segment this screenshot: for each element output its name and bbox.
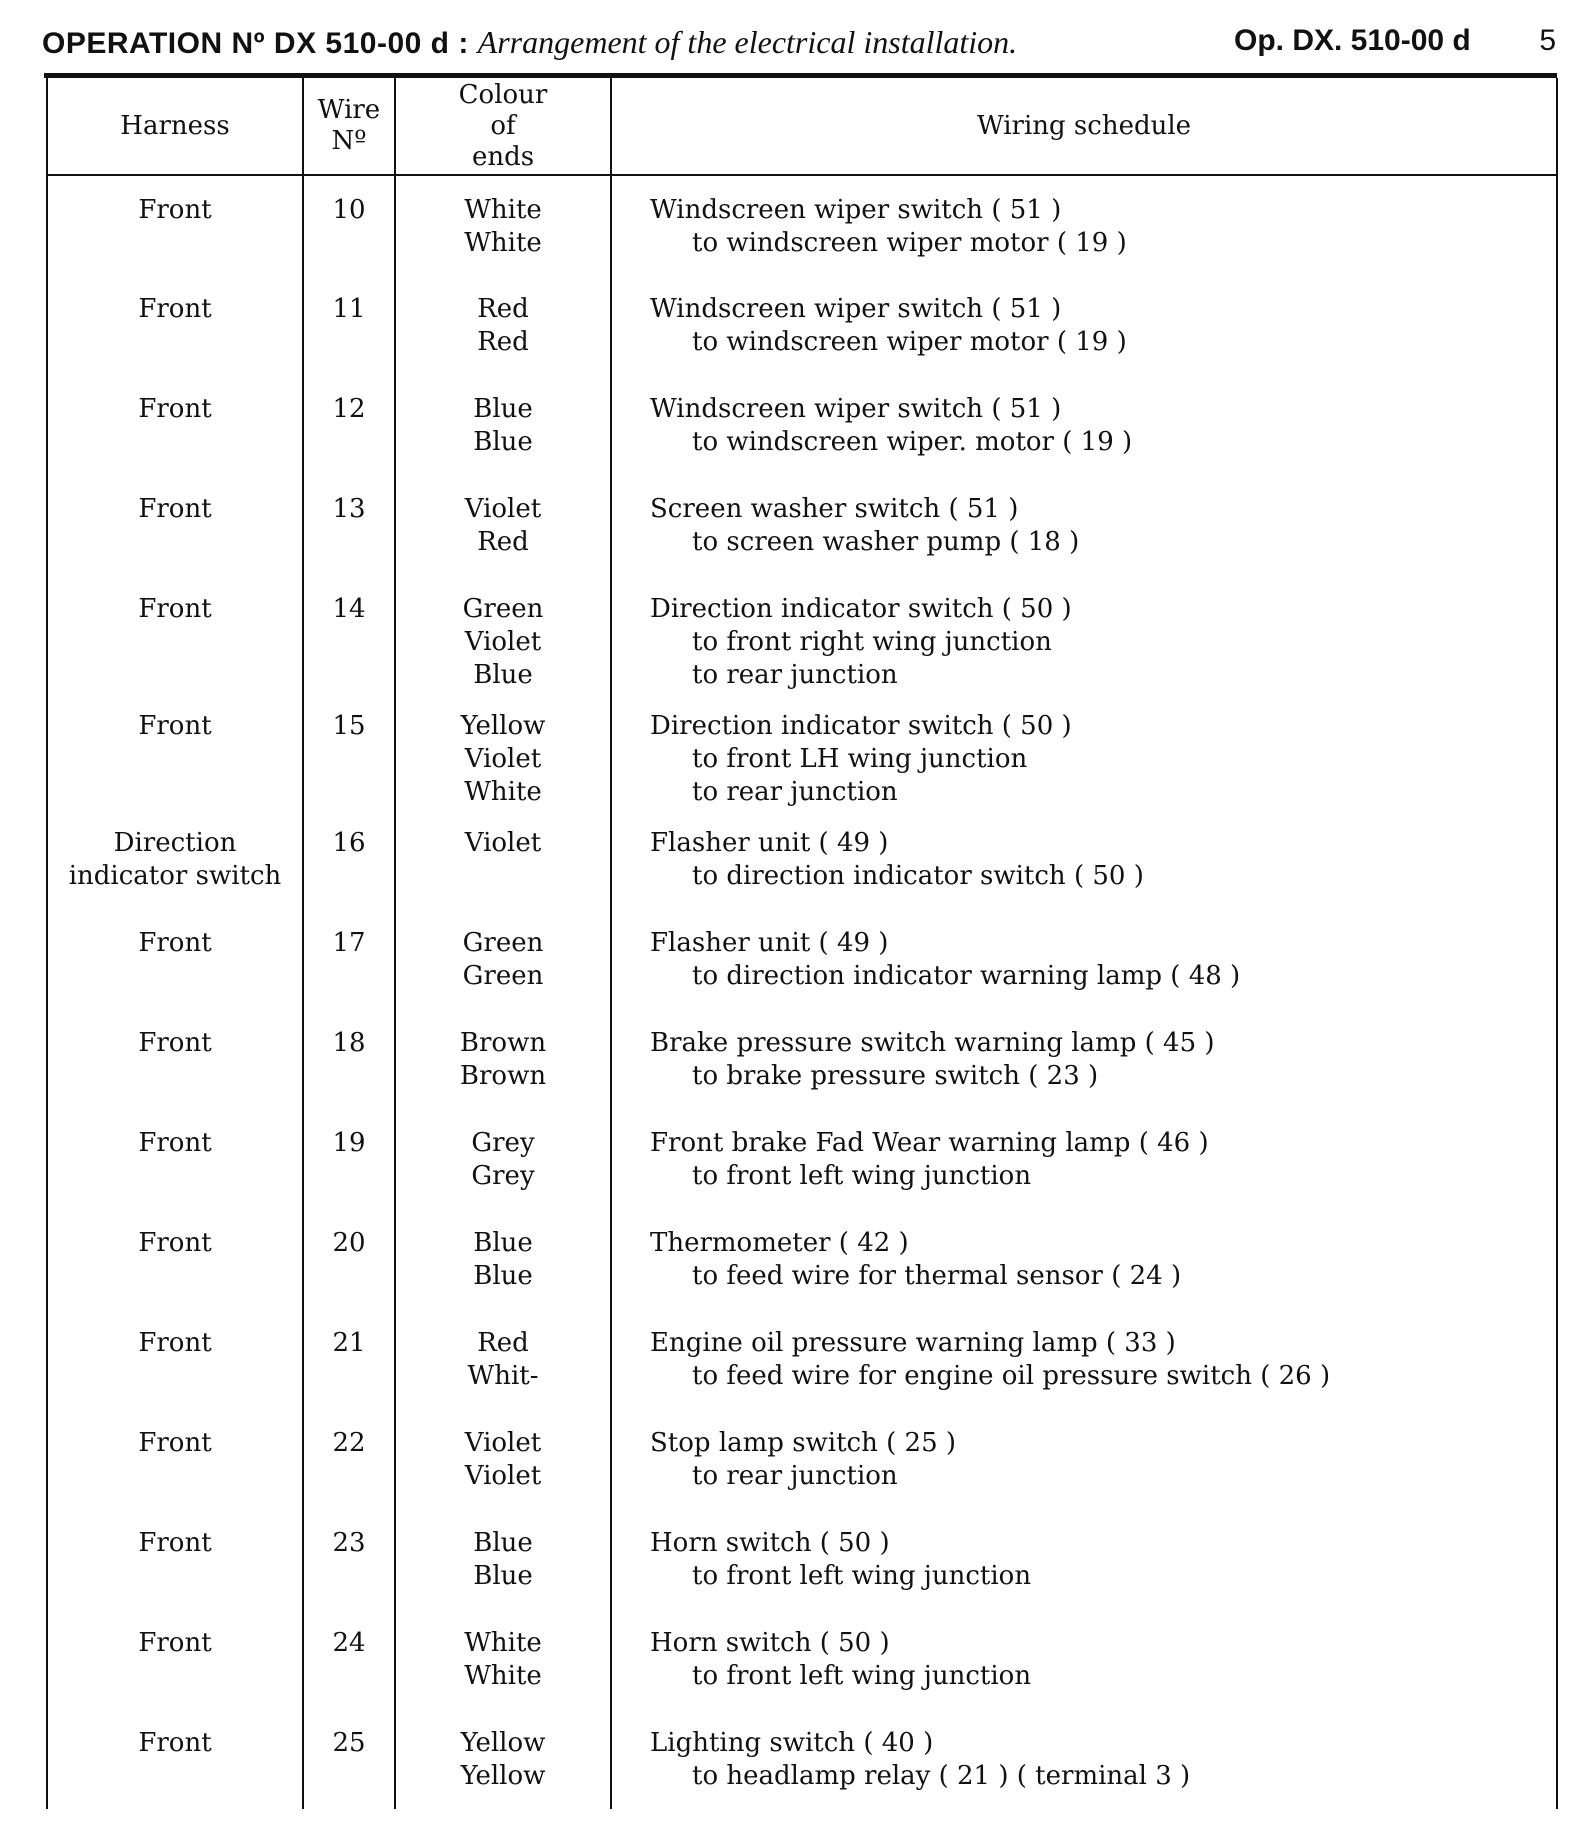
colour-end: Blue xyxy=(473,660,533,690)
schedule-to: to front left wing junction xyxy=(692,1161,1032,1191)
schedule-from: Windscreen wiper switch ( 51 ) xyxy=(650,195,1062,225)
wire-number: 10 xyxy=(332,195,366,225)
wire-number: 19 xyxy=(332,1128,366,1158)
colour-cell xyxy=(395,375,611,475)
harness-cell xyxy=(47,175,303,275)
harness-line: Front xyxy=(138,1228,212,1258)
schedule-to: to rear junction xyxy=(692,777,898,807)
harness-cell xyxy=(47,275,303,375)
harness-line: Front xyxy=(138,711,212,741)
colour-end: White xyxy=(464,777,542,807)
colour-end: Green xyxy=(462,961,544,991)
schedule-from: Direction indicator switch ( 50 ) xyxy=(650,711,1072,741)
colour-end: Violet xyxy=(464,627,542,657)
table-row xyxy=(47,1209,1557,1309)
colour-end: Blue xyxy=(473,1528,533,1558)
page-header xyxy=(42,20,1556,68)
schedule-from: Windscreen wiper switch ( 51 ) xyxy=(650,294,1062,324)
operation-number: OPERATION Nº DX 510-00 d : xyxy=(42,27,469,60)
harness-line: Front xyxy=(138,594,212,624)
wire-number-cell xyxy=(303,1309,395,1409)
wire-number: 17 xyxy=(332,928,366,958)
operation-reference: Op. DX. 510-00 d xyxy=(1234,24,1471,57)
wiring-schedule-cell xyxy=(611,1409,1557,1509)
colour-end: Green xyxy=(462,928,544,958)
table-row xyxy=(47,475,1557,575)
wire-number-cell xyxy=(303,1709,395,1809)
colour-end: Blue xyxy=(473,427,533,457)
colour-cell xyxy=(395,575,611,692)
harness-cell xyxy=(47,809,303,909)
colour-end: Red xyxy=(477,327,529,357)
wiring-schedule-cell xyxy=(611,809,1557,909)
harness-line: Front xyxy=(138,1428,212,1458)
wire-number: 13 xyxy=(332,494,366,524)
wiring-schedule-cell xyxy=(611,692,1557,809)
wiring-schedule-cell xyxy=(611,375,1557,475)
wiring-schedule-cell xyxy=(611,1309,1557,1409)
table-row xyxy=(47,1309,1557,1409)
column-header-colour xyxy=(395,78,611,175)
table-row xyxy=(47,809,1557,909)
colour-end: Blue xyxy=(473,394,533,424)
colour-end: Brown xyxy=(459,1028,547,1058)
colour-end: Red xyxy=(477,294,529,324)
page-number: 5 xyxy=(1539,24,1556,57)
schedule-from: Windscreen wiper switch ( 51 ) xyxy=(650,394,1062,424)
schedule-to: to windscreen wiper motor ( 19 ) xyxy=(692,228,1127,258)
harness-line: Front xyxy=(138,1128,212,1158)
wire-number: 18 xyxy=(332,1028,366,1058)
wire-number-cell xyxy=(303,1609,395,1709)
table-row xyxy=(47,375,1557,475)
colour-cell xyxy=(395,1209,611,1309)
harness-cell xyxy=(47,909,303,1009)
wire-number: 24 xyxy=(332,1628,366,1658)
table-row xyxy=(47,575,1557,692)
schedule-from: Brake pressure switch warning lamp ( 45 ) xyxy=(650,1028,1215,1058)
table-row xyxy=(47,909,1557,1009)
wire-number-cell xyxy=(303,809,395,909)
schedule-to: to rear junction xyxy=(692,1461,898,1491)
column-header-schedule: Wiring schedule xyxy=(611,78,1557,175)
wiring-schedule-cell xyxy=(611,475,1557,575)
harness-cell xyxy=(47,575,303,692)
wire-number: 25 xyxy=(332,1728,366,1758)
schedule-from: Front brake Fad Wear warning lamp ( 46 ) xyxy=(650,1128,1209,1158)
harness-line: Front xyxy=(138,1728,212,1758)
wire-number: 22 xyxy=(332,1428,366,1458)
colour-cell xyxy=(395,1509,611,1609)
schedule-from: Horn switch ( 50 ) xyxy=(650,1628,890,1658)
colour-cell xyxy=(395,1409,611,1509)
wire-number-cell xyxy=(303,375,395,475)
wire-number: 23 xyxy=(332,1528,366,1558)
harness-line: Front xyxy=(138,494,212,524)
colour-cell xyxy=(395,475,611,575)
harness-line: Front xyxy=(138,1628,212,1658)
colour-end: Yellow xyxy=(460,1728,546,1758)
harness-line: Front xyxy=(138,195,212,225)
colour-end: White xyxy=(464,195,542,225)
colour-end: White xyxy=(464,228,542,258)
column-header-wire-line: Wire xyxy=(317,95,381,125)
colour-end: White xyxy=(464,1628,542,1658)
schedule-from: Engine oil pressure warning lamp ( 33 ) xyxy=(650,1328,1176,1358)
wire-number-cell xyxy=(303,1509,395,1609)
colour-end: Yellow xyxy=(460,711,546,741)
colour-end: Brown xyxy=(459,1061,547,1091)
colour-end: Violet xyxy=(464,1428,542,1458)
wire-number: 12 xyxy=(332,394,366,424)
harness-line: Front xyxy=(138,1528,212,1558)
schedule-from: Flasher unit ( 49 ) xyxy=(650,928,889,958)
column-header-harness: Harness xyxy=(47,78,303,175)
harness-line: Front xyxy=(138,928,212,958)
harness-cell xyxy=(47,1609,303,1709)
wire-number-cell xyxy=(303,1409,395,1509)
wiring-schedule-table xyxy=(46,78,1558,1809)
colour-end: Red xyxy=(477,527,529,557)
wire-number: 14 xyxy=(332,594,366,624)
wire-number-cell xyxy=(303,1109,395,1209)
harness-line: Direction xyxy=(113,828,237,858)
schedule-from: Direction indicator switch ( 50 ) xyxy=(650,594,1072,624)
harness-cell xyxy=(47,1309,303,1409)
colour-end: Violet xyxy=(464,1461,542,1491)
wire-number-cell xyxy=(303,575,395,692)
colour-cell xyxy=(395,1609,611,1709)
table-row xyxy=(47,1509,1557,1609)
wire-number-cell xyxy=(303,175,395,275)
schedule-to: to headlamp relay ( 21 ) ( terminal 3 ) xyxy=(692,1761,1191,1791)
colour-cell xyxy=(395,692,611,809)
wire-number: 21 xyxy=(332,1328,366,1358)
schedule-from: Lighting switch ( 40 ) xyxy=(650,1728,934,1758)
colour-end: Whit- xyxy=(467,1361,539,1391)
wire-number-cell xyxy=(303,1009,395,1109)
schedule-from: Thermometer ( 42 ) xyxy=(650,1228,909,1258)
colour-cell xyxy=(395,1709,611,1809)
harness-line: indicator switch xyxy=(68,861,282,891)
harness-cell xyxy=(47,1109,303,1209)
wiring-schedule-cell xyxy=(611,1209,1557,1309)
table-header-row xyxy=(47,78,1557,175)
wiring-schedule-cell xyxy=(611,575,1557,692)
wiring-schedule-cell xyxy=(611,1709,1557,1809)
harness-cell xyxy=(47,1209,303,1309)
colour-cell xyxy=(395,809,611,909)
colour-end: Blue xyxy=(473,1228,533,1258)
colour-cell xyxy=(395,1309,611,1409)
colour-end: White xyxy=(464,1661,542,1691)
schedule-from: Screen washer switch ( 51 ) xyxy=(650,494,1019,524)
wiring-schedule-cell xyxy=(611,1109,1557,1209)
harness-cell xyxy=(47,1409,303,1509)
table-row xyxy=(47,1409,1557,1509)
schedule-to: to front left wing junction xyxy=(692,1561,1032,1591)
wiring-schedule-cell xyxy=(611,1509,1557,1609)
harness-cell xyxy=(47,1509,303,1609)
harness-line: Front xyxy=(138,294,212,324)
schedule-to: to feed wire for thermal sensor ( 24 ) xyxy=(692,1261,1182,1291)
column-header-wire-line: Nº xyxy=(331,126,367,156)
wiring-schedule-cell xyxy=(611,909,1557,1009)
harness-line: Front xyxy=(138,1328,212,1358)
schedule-to: to screen washer pump ( 18 ) xyxy=(692,527,1080,557)
schedule-to: to windscreen wiper. motor ( 19 ) xyxy=(692,427,1133,457)
schedule-to: to front left wing junction xyxy=(692,1661,1032,1691)
wiring-schedule-cell xyxy=(611,175,1557,275)
harness-cell xyxy=(47,475,303,575)
schedule-from: Flasher unit ( 49 ) xyxy=(650,828,889,858)
table-row xyxy=(47,275,1557,375)
colour-cell xyxy=(395,175,611,275)
table-row xyxy=(47,1009,1557,1109)
schedule-to: to windscreen wiper motor ( 19 ) xyxy=(692,327,1127,357)
wire-number-cell xyxy=(303,909,395,1009)
schedule-from: Stop lamp switch ( 25 ) xyxy=(650,1428,957,1458)
wire-number: 11 xyxy=(332,294,366,324)
harness-cell xyxy=(47,692,303,809)
schedule-to: to direction indicator warning lamp ( 48 ) xyxy=(692,961,1241,991)
harness-line: Front xyxy=(138,1028,212,1058)
schedule-to: to rear junction xyxy=(692,660,898,690)
colour-end: Red xyxy=(477,1328,529,1358)
wire-number-cell xyxy=(303,475,395,575)
wire-number: 20 xyxy=(332,1228,366,1258)
column-header-colour-line: Colour xyxy=(458,79,548,110)
wire-number: 15 xyxy=(332,711,366,741)
colour-cell xyxy=(395,275,611,375)
wire-number-cell xyxy=(303,275,395,375)
wiring-schedule-cell xyxy=(611,1009,1557,1109)
colour-cell xyxy=(395,1009,611,1109)
schedule-to: to front LH wing junction xyxy=(692,744,1028,774)
schedule-to: to direction indicator switch ( 50 ) xyxy=(692,861,1144,891)
colour-end: Violet xyxy=(464,828,542,858)
table-row xyxy=(47,175,1557,275)
operation-title xyxy=(42,24,1017,61)
wire-number-cell xyxy=(303,1209,395,1309)
harness-cell xyxy=(47,375,303,475)
colour-end: Violet xyxy=(464,744,542,774)
operation-description: Arrangement of the electrical installation. xyxy=(477,24,1018,60)
table-row xyxy=(47,1609,1557,1709)
column-header-colour-line: of xyxy=(490,110,516,141)
colour-end: Violet xyxy=(464,494,542,524)
harness-line: Front xyxy=(138,394,212,424)
wiring-schedule-cell xyxy=(611,275,1557,375)
harness-cell xyxy=(47,1709,303,1809)
wire-number: 16 xyxy=(332,828,366,858)
column-header-colour-line: ends xyxy=(471,141,535,172)
colour-end: Yellow xyxy=(460,1761,546,1791)
wire-number-cell xyxy=(303,692,395,809)
table-row xyxy=(47,692,1557,809)
wiring-schedule-cell xyxy=(611,1609,1557,1709)
schedule-to: to front right wing junction xyxy=(692,627,1052,657)
column-header-wire xyxy=(303,78,395,175)
colour-end: Grey xyxy=(471,1128,535,1158)
colour-cell xyxy=(395,909,611,1009)
schedule-from: Horn switch ( 50 ) xyxy=(650,1528,890,1558)
harness-cell xyxy=(47,1009,303,1109)
colour-end: Blue xyxy=(473,1261,533,1291)
colour-cell xyxy=(395,1109,611,1209)
table-row xyxy=(47,1109,1557,1209)
schedule-to: to brake pressure switch ( 23 ) xyxy=(692,1061,1099,1091)
table-row xyxy=(47,1709,1557,1809)
schedule-to: to feed wire for engine oil pressure switch ( 26 ) xyxy=(692,1361,1331,1391)
colour-end: Grey xyxy=(471,1161,535,1191)
colour-end: Blue xyxy=(473,1561,533,1591)
colour-end: Green xyxy=(462,594,544,624)
